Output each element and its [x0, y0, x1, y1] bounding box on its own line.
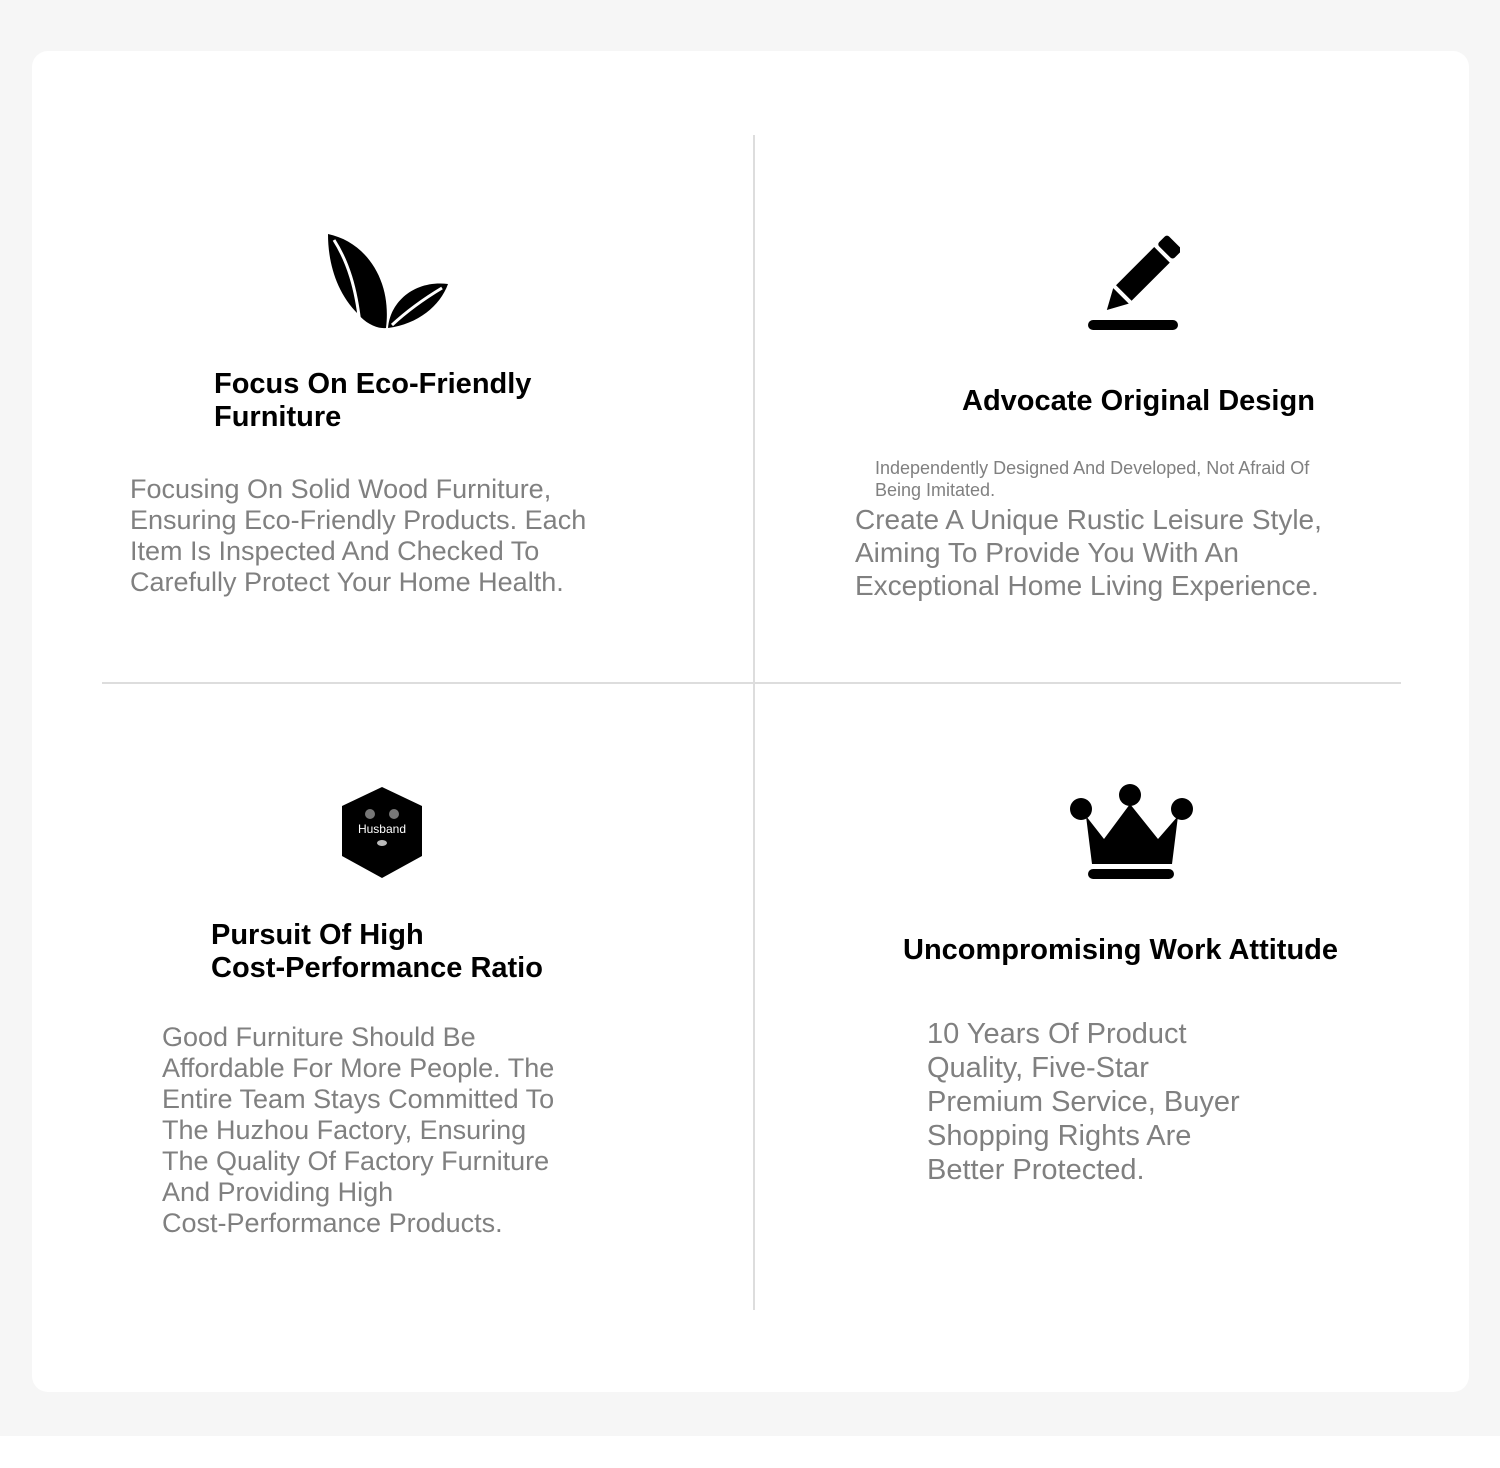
- feature-attitude-title: [903, 934, 1338, 967]
- feature-cost-description-line-2: Affordable For More People. The: [162, 1053, 555, 1083]
- feature-design-title-text: Advocate Original Design: [962, 385, 1315, 417]
- feature-eco-description-line-2: Ensuring Eco-Friendly Products. Each: [130, 505, 587, 535]
- pencil-icon: [1086, 234, 1180, 332]
- feature-attitude-description-line-4: Shopping Rights Are: [927, 1120, 1192, 1152]
- feature-eco-description-line-1: Focusing On Solid Wood Furniture,: [130, 474, 552, 504]
- feature-attitude-description-line-5: Better Protected.: [927, 1154, 1145, 1186]
- feature-attitude-title-text: Uncompromising Work Attitude: [903, 934, 1338, 966]
- feature-cost-description-line-4: The Huzhou Factory, Ensuring: [162, 1115, 527, 1145]
- feature-design-description: [855, 503, 1322, 602]
- vertical-divider: [753, 135, 755, 1310]
- feature-attitude-description-line-1: 10 Years Of Product: [927, 1018, 1187, 1050]
- feature-design-subtitle-line-1: Independently Designed And Developed, Not Afraid Of: [875, 458, 1310, 478]
- feature-cost-title: [211, 919, 543, 985]
- crown-icon: [1068, 784, 1196, 880]
- feature-cost-description-line-5: The Quality Of Factory Furniture: [162, 1146, 550, 1176]
- feature-design-description-line-2: Aiming To Provide You With An: [855, 537, 1239, 568]
- feature-cost-title-line-2: Cost-Performance Ratio: [211, 952, 543, 984]
- feature-attitude-description: [927, 1017, 1240, 1187]
- feature-design-subtitle-line-2: Being Imitated.: [875, 480, 996, 500]
- feature-attitude-description-line-2: Quality, Five-Star: [927, 1052, 1149, 1084]
- feature-design-description-line-3: Exceptional Home Living Experience.: [855, 570, 1319, 601]
- feature-cost-description-line-6: And Providing High: [162, 1177, 394, 1207]
- feature-attitude-description-line-3: Premium Service, Buyer: [927, 1086, 1240, 1118]
- feature-design-subtitle: [875, 457, 1309, 501]
- feature-eco-title-line-2: Furniture: [214, 401, 342, 433]
- feature-eco-description: [130, 474, 586, 598]
- leaf-icon: [326, 232, 450, 332]
- feature-eco-description-line-3: Item Is Inspected And Checked To: [130, 536, 540, 566]
- feature-cost-description-line-1: Good Furniture Should Be: [162, 1022, 476, 1052]
- feature-eco-title: [214, 368, 531, 434]
- horizontal-divider: [102, 682, 1401, 684]
- feature-cost-description: [162, 1022, 554, 1239]
- feature-eco-description-line-4: Carefully Protect Your Home Health.: [130, 567, 564, 597]
- feature-design-title: [962, 385, 1315, 418]
- feature-cost-title-line-1: Pursuit Of High: [211, 919, 424, 951]
- feature-cost-description-line-3: Entire Team Stays Committed To: [162, 1084, 555, 1114]
- feature-cost-description-line-7: Cost-Performance Products.: [162, 1208, 503, 1238]
- feature-design-description-line-1: Create A Unique Rustic Leisure Style,: [855, 504, 1322, 535]
- feature-eco-title-line-1: Focus On Eco-Friendly: [214, 368, 532, 400]
- shield-badge-label: Husband: [357, 822, 407, 836]
